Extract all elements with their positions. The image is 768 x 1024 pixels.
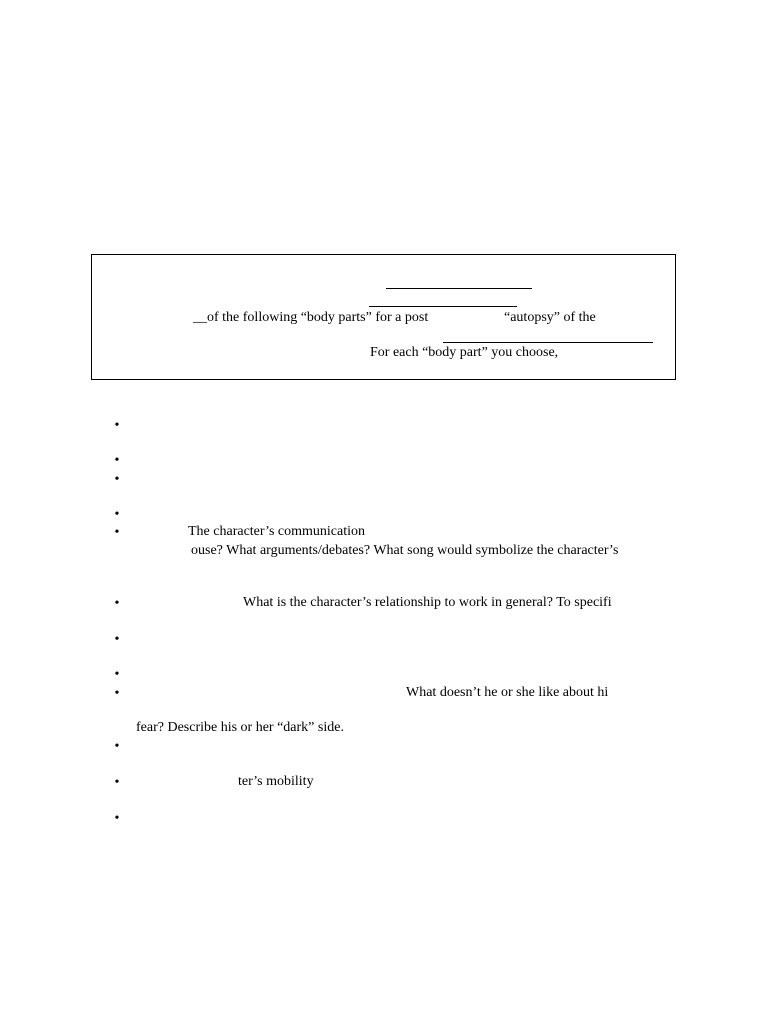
blank-line-3 [443,342,653,343]
bullet-5: • [114,525,120,540]
list-item-dislikes-continuation: fear? Describe his or her “dark” side. [136,720,344,735]
bullet-4: • [114,507,120,522]
bullet-7: • [114,632,120,647]
bullet-12: • [114,811,120,826]
bullet-11: • [114,775,120,790]
bullet-8: • [114,667,120,682]
blank-line-1 [386,288,532,289]
list-item-communication: The character’s communication [188,524,365,539]
bullet-10: • [114,739,120,754]
list-item-communication-continuation: ouse? What arguments/debates? What song would symbolize the character’s [191,543,619,558]
bullet-2: • [114,453,120,468]
list-item-mobility: ter’s mobility [238,774,314,789]
bullet-6: • [114,596,120,611]
bullet-3: • [114,472,120,487]
bullet-9: • [114,686,120,701]
blank-line-2 [369,306,517,307]
list-item-dislikes: What doesn’t he or she like about hi [406,685,609,700]
bullet-1: • [114,418,120,433]
instruction-line-1-right: “autopsy” of the [504,310,596,325]
list-item-work: What is the character’s relationship to work in general? To specifi [243,595,612,610]
instruction-line-2: For each “body part” you choose, [370,345,559,360]
blank-short: __ [193,310,207,325]
instruction-line-1-middle: of the following “body parts” for a post [207,310,429,325]
